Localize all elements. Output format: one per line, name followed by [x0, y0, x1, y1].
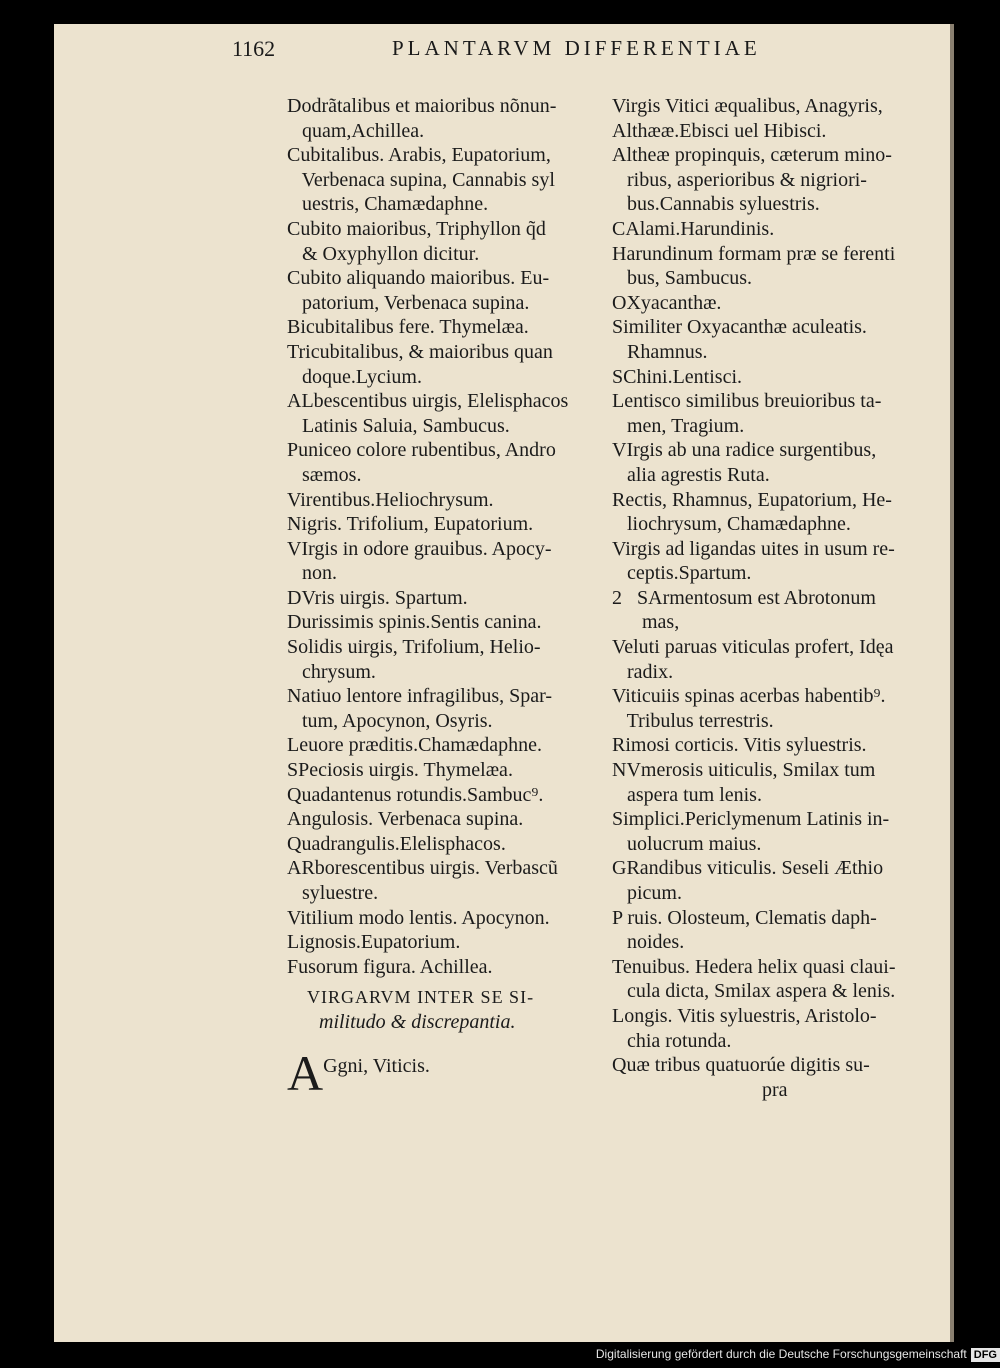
text-line: Virentibus.Heliochrysum. — [287, 488, 494, 511]
text-line: Bicubitalibus fere. Thymelæa. — [287, 316, 529, 339]
text-line: VIrgis in odore grauibus. Apocy- — [287, 537, 552, 560]
text-line: NVmerosis uiticulis, Smilax tum — [612, 759, 876, 782]
text-line: doque.Lycium. — [287, 365, 422, 388]
text-line: bus.Cannabis syluestris. — [612, 193, 820, 216]
text-line: Virgis Vitici æqualibus, Anagyris, — [612, 95, 883, 117]
left-column — [287, 94, 632, 1091]
text-line: SChini.Lentisci. — [612, 365, 742, 388]
text-line: mas, — [612, 611, 680, 634]
text-line: Simplici.Periclymenum Latinis in- — [612, 808, 890, 831]
text-line: quam,Achillea. — [287, 119, 425, 142]
text-line: & Oxyphyllon dicitur. — [287, 242, 480, 265]
text-line: DVris uirgis. Spartum. — [287, 586, 468, 609]
text-line: men, Tragium. — [612, 414, 745, 437]
text-line: cula dicta, Smilax aspera & lenis. — [612, 980, 896, 1003]
page-number: 1162 — [232, 36, 276, 61]
footer-text: Digitalisierung gefördert durch die Deutsche Forschungsgemeinschaft — [595, 1347, 967, 1361]
left-entries — [287, 94, 632, 979]
right-column — [612, 94, 952, 1102]
text-line: Fusorum figura. Achillea. — [287, 955, 493, 978]
text-line: Puniceo colore rubentibus, Andro — [287, 439, 556, 462]
digitization-footer — [580, 1342, 1000, 1366]
text-line: Tenuibus. Hedera helix quasi claui- — [612, 955, 896, 978]
text-line: Althææ.Ebisci uel Hibisci. — [612, 119, 827, 142]
text-line: Solidis uirgis, Trifolium, Helio- — [287, 636, 541, 659]
text-line: OXyacanthæ. — [612, 291, 722, 314]
text-line: Rhamnus. — [612, 340, 708, 363]
text-line: Quæ tribus quatuorúe digitis su- — [612, 1054, 870, 1077]
text-line: Leuore præditis.Chamædaphne. — [287, 734, 542, 757]
text-line: Rimosi corticis. Vitis syluestris. — [612, 734, 867, 757]
text-line: ARborescentibus uirgis. Verbascũ — [287, 857, 558, 880]
text-line: Viticuiis spinas acerbas habentib⁹. — [612, 685, 886, 708]
text-line: tum, Apocynon, Osyris. — [287, 709, 493, 732]
text-line: uestris, Chamædaphne. — [287, 193, 489, 216]
text-line: Altheæ propinquis, cæterum mino- — [612, 144, 892, 167]
text-line: Durissimis spinis.Sentis canina. — [287, 611, 542, 634]
text-line: ribus, asperioribus & nigriori- — [612, 168, 867, 191]
drop-cap-entry — [287, 1041, 632, 1091]
text-line: Longis. Vitis syluestris, Aristolo- — [612, 1004, 877, 1027]
text-line: Natiuo lentore infragilibus, Spar- — [287, 685, 553, 708]
text-line: Lignosis.Eupatorium. — [287, 931, 461, 954]
text-line: Lentisco similibus breuioribus ta- — [612, 390, 882, 413]
text-line: aspera tum lenis. — [612, 783, 762, 806]
text-line: GRandibus viticulis. Seseli Æthio — [612, 857, 884, 880]
running-title: PLANTARVM DIFFERENTIAE — [392, 36, 761, 60]
drop-cap: A — [287, 1044, 324, 1091]
text-line: Nigris. Trifolium, Eupatorium. — [287, 513, 534, 536]
text-line: picum. — [612, 882, 682, 904]
text-line: Quadrangulis.Elelisphacos. — [287, 832, 506, 855]
text-line: liochrysum, Chamædaphne. — [612, 513, 851, 536]
text-line: non. — [287, 562, 337, 585]
text-line: Quadantenus rotundis.Sambuc⁹. — [287, 783, 544, 806]
running-header — [232, 36, 952, 76]
text-line: Veluti paruas viticulas profert, Idęa — [612, 636, 894, 659]
text-line: ceptis.Spartum. — [612, 562, 752, 585]
text-line: uolucrum maius. — [612, 832, 762, 855]
text-line: Cubito maioribus, Triphyllon q̃d — [287, 217, 546, 240]
text-line: sæmos. — [287, 463, 362, 486]
text-line: bus, Sambucus. — [612, 267, 752, 290]
drop-cap-text: Ggni, Viticis. — [323, 1054, 430, 1077]
text-line: ALbescentibus uirgis, Elelisphacos — [287, 390, 569, 413]
text-line: Verbenaca supina, Cannabis syl — [287, 168, 555, 191]
text-line: Virgis ad ligandas uites in usum re- — [612, 537, 895, 560]
text-line: Tricubitalibus, & maioribus quan — [287, 340, 553, 363]
text-line: CAlami.Harundinis. — [612, 217, 775, 240]
text-line: Latinis Saluia, Sambucus. — [287, 414, 510, 437]
text-line: Angulosis. Verbenaca supina. — [287, 808, 524, 831]
text-line: VIrgis ab una radice surgentibus, — [612, 439, 877, 462]
text-line: patorium, Verbenaca supina. — [287, 291, 530, 314]
text-line: pra — [612, 1078, 788, 1101]
text-line: alia agrestis Ruta. — [612, 463, 770, 486]
dfg-logo: DFG — [971, 1348, 1000, 1362]
text-line: radix. — [612, 660, 674, 683]
text-line: chrysum. — [287, 660, 376, 683]
text-line: Similiter Oxyacanthæ aculeatis. — [612, 316, 867, 339]
section-subheading: militudo & discrepantia. — [319, 1010, 516, 1033]
text-line: chia rotunda. — [612, 1029, 732, 1052]
section-heading: VIRGARVM INTER SE SI- — [307, 987, 535, 1008]
text-line: Rectis, Rhamnus, Eupatorium, He- — [612, 488, 892, 511]
text-line: Tribulus terrestris. — [612, 709, 774, 732]
text-line: 2 SArmentosum est Abrotonum — [612, 586, 876, 609]
text-line: Dodrãtalibus et maioribus nõnun- — [287, 95, 557, 117]
text-line: Harundinum formam præ se ferenti — [612, 242, 896, 265]
text-line: syluestre. — [287, 882, 379, 904]
text-line: Cubitalibus. Arabis, Eupatorium, — [287, 144, 551, 167]
text-line: Cubito aliquando maioribus. Eu- — [287, 267, 550, 290]
text-line: Vitilium modo lentis. Apocynon. — [287, 906, 550, 929]
right-entries — [612, 94, 952, 1102]
text-line: SPeciosis uirgis. Thymelæa. — [287, 759, 513, 782]
text-line: noides. — [612, 931, 685, 954]
text-line: P ruis. Olosteum, Clematis daph- — [612, 906, 877, 929]
